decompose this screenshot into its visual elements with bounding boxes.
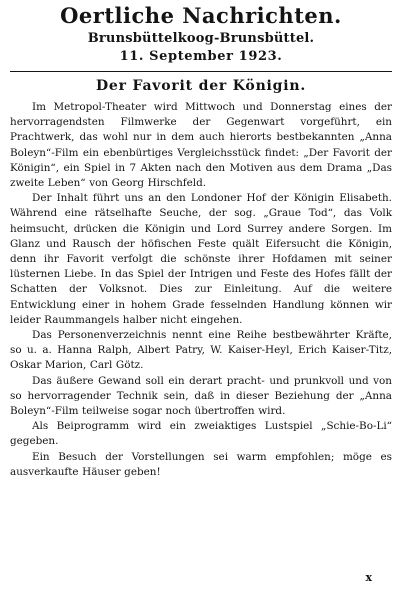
date-line: 11. September 1923. [119, 49, 283, 64]
masthead [10, 4, 392, 65]
article-paragraph: Das Personenverzeichnis nennt eine Reihe bestbewährter Kräfte, so u. a. Hanna Ralph, Albert Patry, W. Kaiser-Heyl, Erich Kaiser-Titz, Oskar Marion, Carl Götz. [10, 329, 392, 372]
divider-rule [10, 71, 392, 72]
article-body [10, 100, 392, 480]
article-paragraph: Das äußere Gewand soll ein derart pracht- und prunkvoll und von so hervorragender Technik sein, daß in dieser Beziehung der „Anna Boleyn“-Film teilweise sogar noch übertroffen wird. [10, 374, 392, 418]
section-headline: Oertliche Nachrichten. [60, 3, 342, 28]
location-line: Brunsbüttelkoog-Brunsbüttel. [87, 31, 315, 46]
author-signature: x [365, 571, 372, 584]
article-title: Der Favorit der Königin. [95, 78, 307, 94]
article-paragraph: Der Inhalt führt uns an den Londoner Hof der Königin Elisabeth. Während eine rätselhafte Seuche, der sog. „Graue Tod“, das Volk heimsucht, drücken die Königin und Lord Surrey andere Sorgen. Im Glanz und Rausch der höfischen Feste quält Eifersucht die Königin, denn ihr Favorit verfolgt die schönste ihrer Hofdamen mit seiner lüsternen Liebe. In das Spiel der Intrigen und Feste des Hofes fällt der Schatten der Volksnot. Dies zur Einleitung. Auf die weitere Entwicklung einer in hohem Grade fesselnden Handlung können wir leider Raummangels halber nicht eingehen. [10, 192, 392, 326]
article-paragraph: Ein Besuch der Vorstellungen sei warm empfohlen; möge es ausverkaufte Häuser geben! [10, 450, 392, 478]
article-paragraph: Als Beiprogramm wird ein zweiaktiges Lustspiel „Schie-Bo-Li“ gegeben. [10, 420, 392, 448]
article-paragraph: Im Metropol-Theater wird Mittwoch und Donnerstag eines der hervorragendsten Filmwerke der Gegenwart vorgeführt, ein Prachtwerk, das wohl nur in dem auch hierorts bestbekannten „Anna Boleyn“-Film ein ebenbürtiges Vergleichsstück findet: „Der Favorit der Königin“, ein Spiel in 7 Akten nach den Motiven aus dem Drama „Das zweite Leben“ von Georg Hirschfeld. [10, 101, 392, 190]
